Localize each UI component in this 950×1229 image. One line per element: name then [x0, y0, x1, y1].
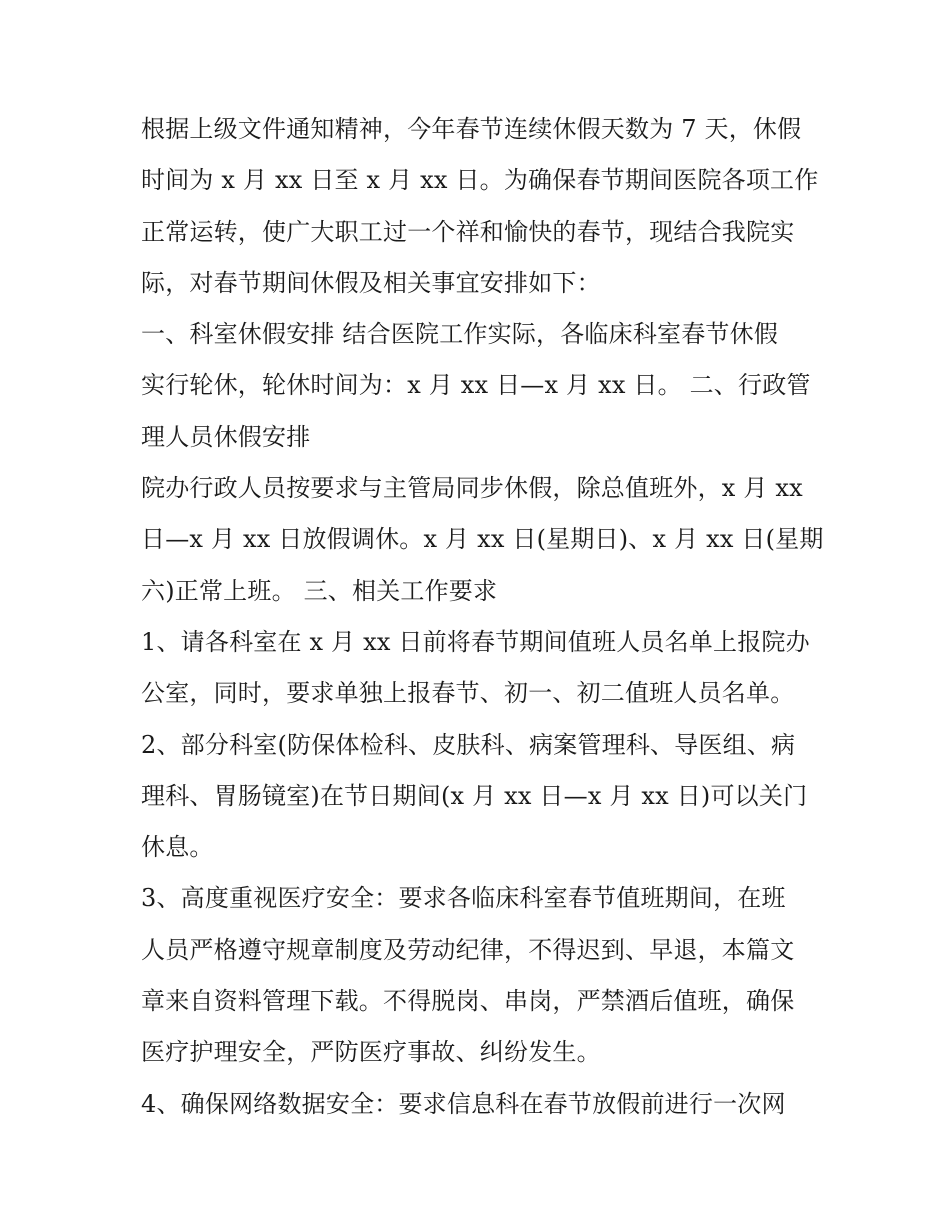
- text-line: 公室，同时，要求单独上报春节、初一、初二值班人员名单。: [141, 679, 795, 708]
- text-line: 2、部分科室(防保体检科、皮肤科、病案管理科、导医组、病: [141, 730, 796, 759]
- text-line: 正常运转，使广大职工过一个祥和愉快的春节，现结合我院实: [141, 217, 795, 246]
- text-line: 六)正常上班。 三、相关工作要求: [141, 576, 498, 605]
- text-line: 院办行政人员按要求与主管局同步休假，除总值班外，x 月 xx: [141, 474, 803, 503]
- text-line: 时间为 x 月 xx 日至 x 月 xx 日。为确保春节期间医院各项工作: [141, 166, 819, 195]
- text-line: 际，对春节期间休假及相关事宜安排如下：: [141, 268, 601, 297]
- text-line: 根据上级文件通知精神，今年春节连续休假天数为 7 天，休假: [141, 115, 802, 143]
- text-line: 1、请各科室在 x 月 xx 日前将春节期间值班人员名单上报院办: [141, 627, 810, 656]
- text-line: 4、确保网络数据安全：要求信息科在春节放假前进行一次网: [141, 1089, 786, 1118]
- text-line: 章来自资料管理下载。不得脱岗、串岗，严禁酒后值班，确保: [141, 987, 795, 1016]
- text-line: 理人员休假安排: [141, 422, 311, 451]
- text-line: 休息。: [141, 833, 214, 862]
- text-line: 3、高度重视医疗安全：要求各临床科室春节值班期间，在班: [141, 884, 786, 913]
- text-line: 人员严格遵守规章制度及劳动纪律，不得迟到、早退，本篇文: [141, 935, 795, 964]
- text-line: 日—x 月 xx 日放假调休。x 月 xx 日(星期日)、x 月 xx 日(星期: [141, 525, 824, 554]
- text-line: 实行轮休，轮休时间为：x 月 xx 日—x 月 xx 日。 二、行政管: [141, 371, 811, 400]
- document-body: [141, 104, 824, 1130]
- text-line: 医疗护理安全，严防医疗事故、纠纷发生。: [141, 1038, 601, 1067]
- text-line: 理科、胃肠镜室)在节日期间(x 月 xx 日—x 月 xx 日)可以关门: [141, 781, 808, 810]
- text-line: 一、科室休假安排 结合医院工作实际，各临床科室春节休假: [141, 320, 779, 349]
